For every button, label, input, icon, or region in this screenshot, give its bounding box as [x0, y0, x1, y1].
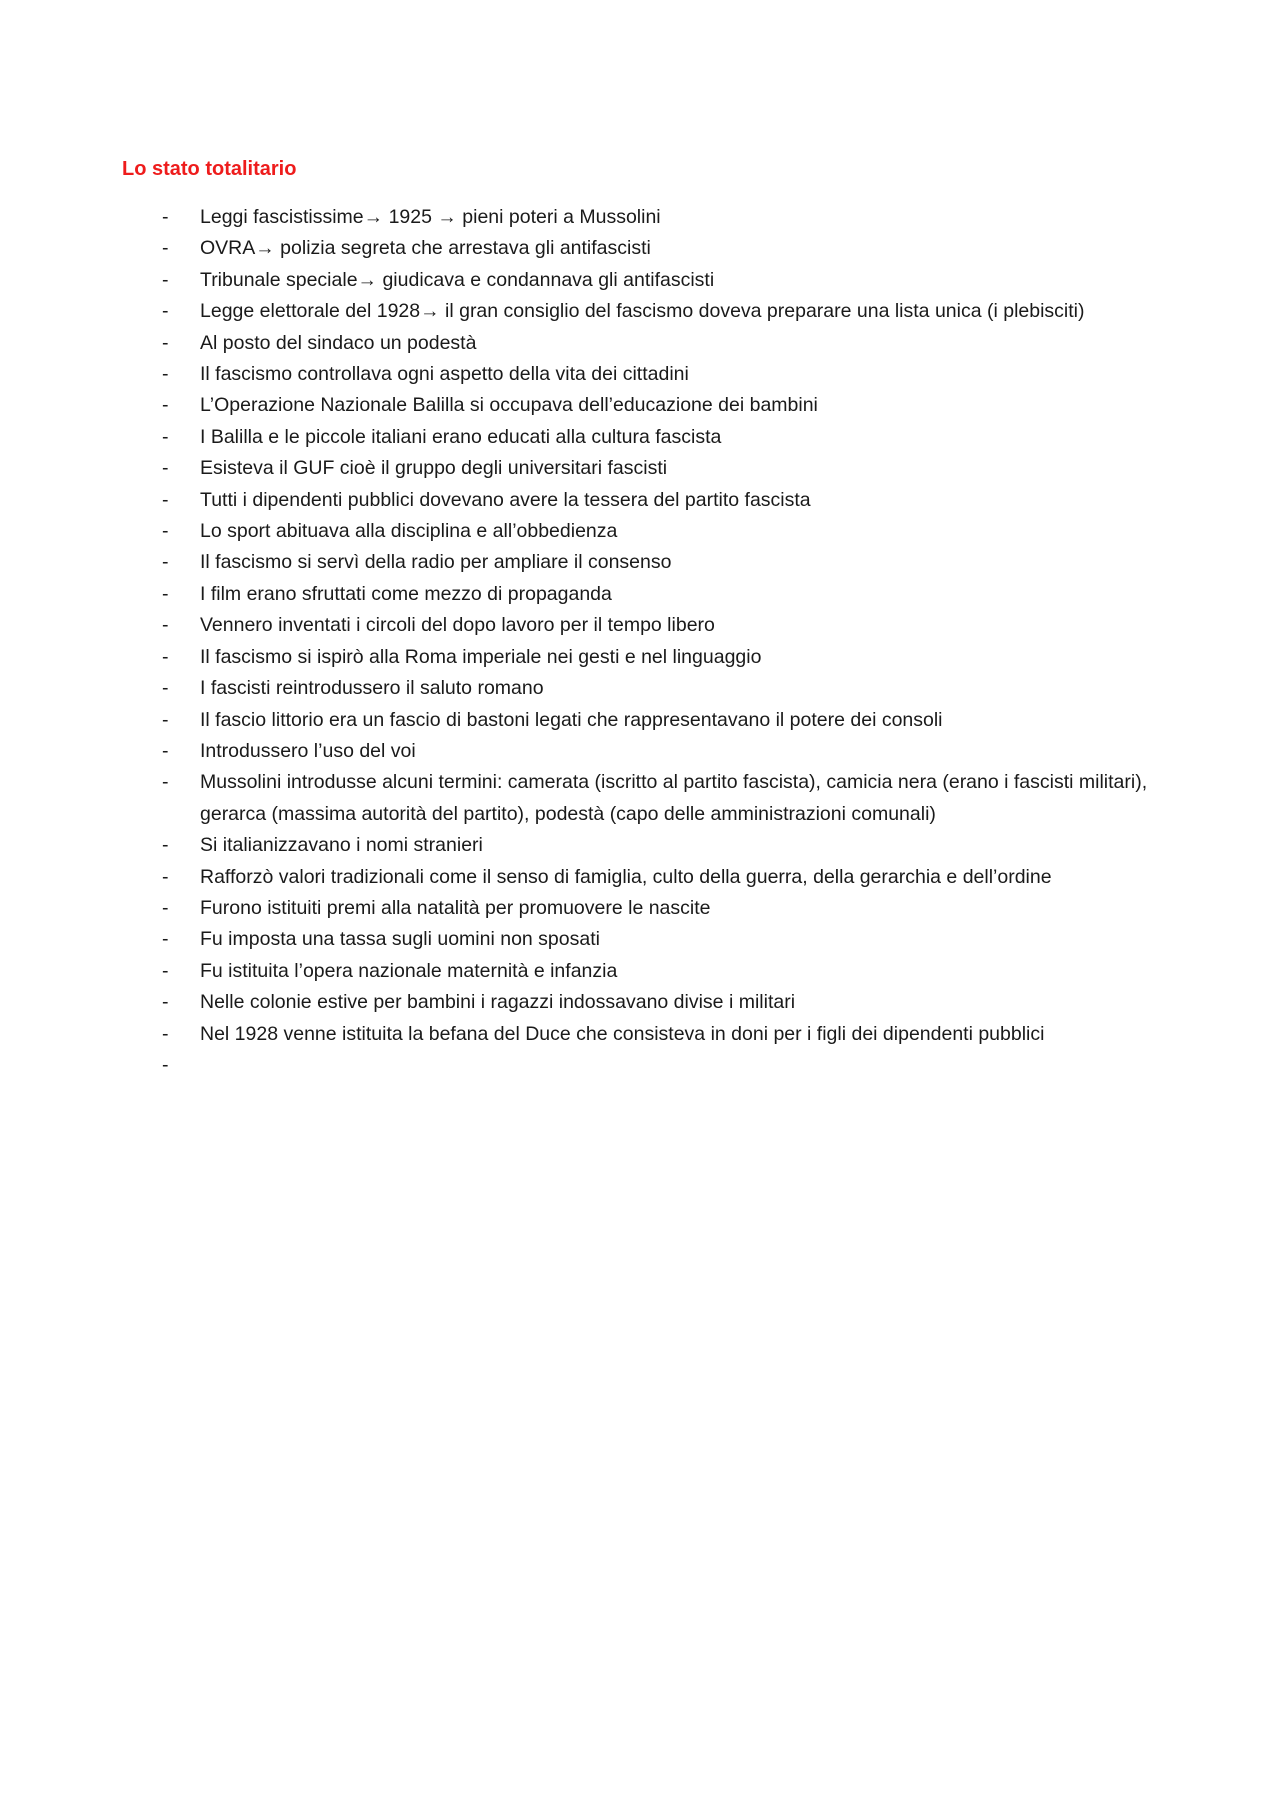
list-item — [0, 579, 1160, 610]
bullet-dash: - — [162, 331, 169, 354]
bullet-dash: - — [162, 582, 169, 605]
bullet-dash: - — [162, 1053, 169, 1076]
list-item — [0, 485, 1160, 516]
list-item — [0, 893, 1160, 924]
bullet-dash: - — [162, 237, 169, 260]
bullet-dash: - — [162, 551, 169, 574]
list-item — [0, 202, 1160, 233]
list-item-text: Introdussero l’uso del voi — [200, 739, 416, 762]
bullet-dash: - — [162, 268, 169, 291]
list-item-text: Il fascismo si servì della radio per ampliare il consenso — [200, 551, 672, 574]
bullet-dash: - — [162, 896, 169, 919]
list-item-text: Fu istituita l’opera nazionale maternità e infanzia — [200, 959, 618, 982]
bullet-dash: - — [162, 425, 169, 448]
list-item — [0, 830, 1160, 861]
list-item-text: I film erano sfruttati come mezzo di propaganda — [200, 582, 612, 605]
list-item — [0, 296, 1160, 327]
list-item-text: Nel 1928 venne istituita la befana del Duce che consisteva in doni per i figli dei dipendenti pubblici — [200, 1022, 1045, 1045]
list-item-text: I Balilla e le piccole italiani erano educati alla cultura fascista — [200, 425, 722, 448]
bullet-dash: - — [162, 1022, 169, 1045]
bullet-dash: - — [162, 834, 169, 857]
bullet-dash: - — [162, 520, 169, 543]
list-item — [0, 767, 1160, 830]
list-item — [0, 924, 1160, 955]
list-item — [0, 642, 1160, 673]
list-item — [0, 956, 1160, 987]
list-item — [0, 736, 1160, 767]
list-item-text: Fu imposta una tassa sugli uomini non sposati — [200, 928, 600, 951]
list-item-text: Esisteva il GUF cioè il gruppo degli universitari fascisti — [200, 457, 668, 480]
bullet-dash: - — [162, 206, 169, 228]
list-item-text: Il fascismo si ispirò alla Roma imperiale nei gesti e nel linguaggio — [200, 645, 762, 668]
bullet-dash: - — [162, 771, 169, 794]
list-item-text: Tribunale speciale→ giudicava e condannava gli antifascisti — [200, 268, 715, 291]
bullet-dash: - — [162, 488, 169, 511]
list-item — [0, 422, 1160, 453]
list-item-text: Mussolini introdusse alcuni termini: camerata (iscritto al partito fascista), camicia nera (erano i fascisti militari), gerarca (massima autorità del partito), podestà (capo delle amministrazioni comunali) — [200, 771, 1148, 825]
list-item — [0, 516, 1160, 547]
list-item — [0, 328, 1160, 359]
bullet-dash: - — [162, 614, 169, 637]
list-item — [0, 705, 1160, 736]
list-item-text: Leggi fascistissime→ 1925 → pieni poteri a Mussolini — [200, 206, 661, 228]
list-item-text: Nelle colonie estive per bambini i ragazzi indossavano divise i militari — [200, 991, 796, 1014]
list-item — [0, 547, 1160, 578]
list-item-text: Al posto del sindaco un podestà — [200, 331, 477, 354]
list-item — [0, 1050, 1160, 1081]
list-item-text — [200, 1050, 1160, 1081]
list-item — [0, 987, 1160, 1018]
bullet-list — [0, 202, 1280, 1081]
bullet-dash: - — [162, 677, 169, 700]
list-item-text: Tutti i dipendenti pubblici dovevano avere la tessera del partito fascista — [200, 488, 811, 511]
list-item — [0, 673, 1160, 704]
document-title: Lo stato totalitario — [122, 158, 297, 180]
bullet-dash: - — [162, 708, 169, 731]
list-item — [0, 359, 1160, 390]
bullet-dash: - — [162, 928, 169, 951]
list-item-text: Il fascio littorio era un fascio di bastoni legati che rappresentavano il potere dei consoli — [200, 708, 943, 731]
bullet-dash: - — [162, 865, 169, 888]
bullet-dash: - — [162, 363, 169, 386]
bullet-dash: - — [162, 457, 169, 480]
list-item-text: L’Operazione Nazionale Balilla si occupava dell’educazione dei bambini — [200, 394, 818, 417]
list-item — [0, 862, 1160, 893]
bullet-dash: - — [162, 300, 169, 323]
list-item-text: Rafforzò valori tradizionali come il senso di famiglia, culto della guerra, della gerarchia e dell’ordine — [200, 865, 1052, 888]
list-item-text: Lo sport abituava alla disciplina e all’obbedienza — [200, 520, 618, 543]
bullet-dash: - — [162, 645, 169, 668]
list-item-text: Vennero inventati i circoli del dopo lavoro per il tempo libero — [200, 614, 715, 637]
list-item — [0, 390, 1160, 421]
bullet-dash: - — [162, 991, 169, 1014]
list-item-text: Si italianizzavano i nomi stranieri — [200, 834, 483, 857]
list-item — [0, 1019, 1160, 1050]
list-item-text: OVRA→ polizia segreta che arrestava gli antifascisti — [200, 237, 651, 260]
list-item-text: Furono istituiti premi alla natalità per promuovere le nascite — [200, 896, 711, 919]
list-item — [0, 233, 1160, 264]
list-item — [0, 265, 1160, 296]
bullet-dash: - — [162, 739, 169, 762]
list-item-text: I fascisti reintrodussero il saluto romano — [200, 677, 544, 700]
list-item-text: Legge elettorale del 1928→ il gran consiglio del fascismo doveva preparare una lista unica (i plebisciti) — [200, 300, 1085, 323]
list-item — [0, 453, 1160, 484]
bullet-dash: - — [162, 394, 169, 417]
list-item — [0, 610, 1160, 641]
bullet-dash: - — [162, 959, 169, 982]
list-item-text: Il fascismo controllava ogni aspetto della vita dei cittadini — [200, 363, 689, 386]
